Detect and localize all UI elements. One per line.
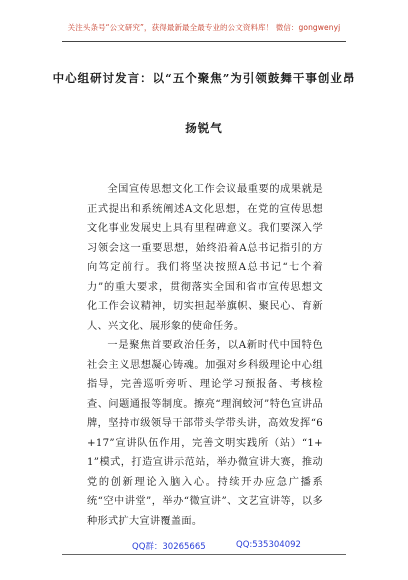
document-body <box>87 180 323 531</box>
header-divider <box>62 41 346 42</box>
footer-qq-contact: QQ:535304092 <box>236 540 301 550</box>
footer-qq-group: QQ群：30265665 <box>132 542 206 552</box>
header-banner: 关注头条号“公文研究”，获得最新最全最专业的公文资料库！ 微信：gongwenyj <box>67 23 341 32</box>
body-paragraph: 全国宣传思想文化工作会议最重要的成果就是正式提出和系统阐述A文化思想，在党的宣传思想文化事业发展史上具有里程碑意义。我们要深入学习领会这一重要思想，始终沿着A总书记指引的方向笃定前行。我们将坚决按照A总书记“七个着力”的重大要求，贯彻落实全国和省市宣传思想文化工作会议精神，切实担起举旗帜、聚民心、育新人、兴文化、展形象的使命任务。 <box>87 184 323 332</box>
body-paragraph: 一是聚焦首要政治任务，以A新时代中国特色社会主义思想凝心铸魂。加强对乡科级理论中心组指导，完善巡听旁听、理论学习预报备、考核检查、问题通报等制度。擦亮“理润蛟河”特色宣讲品牌，坚持市级领导干部带头学带头讲，高效发挥“6+17”宣讲队伍作用，完善文明实践所（站）“1+1”模式，打造宣讲示范站，举办微宣讲大赛，推动党的创新理论入脑入心。持续开办应急广播系统“空中讲堂”，举办“微宣讲”、文艺宣讲等，以多种形式扩大宣讲覆盖面。 <box>87 340 323 527</box>
document-title: 中心组研讨发言：以“五个聚焦”为引领鼓舞干事创业昂 <box>52 71 356 85</box>
footer-divider <box>62 554 346 555</box>
document-author: 扬锐气 <box>185 121 223 135</box>
